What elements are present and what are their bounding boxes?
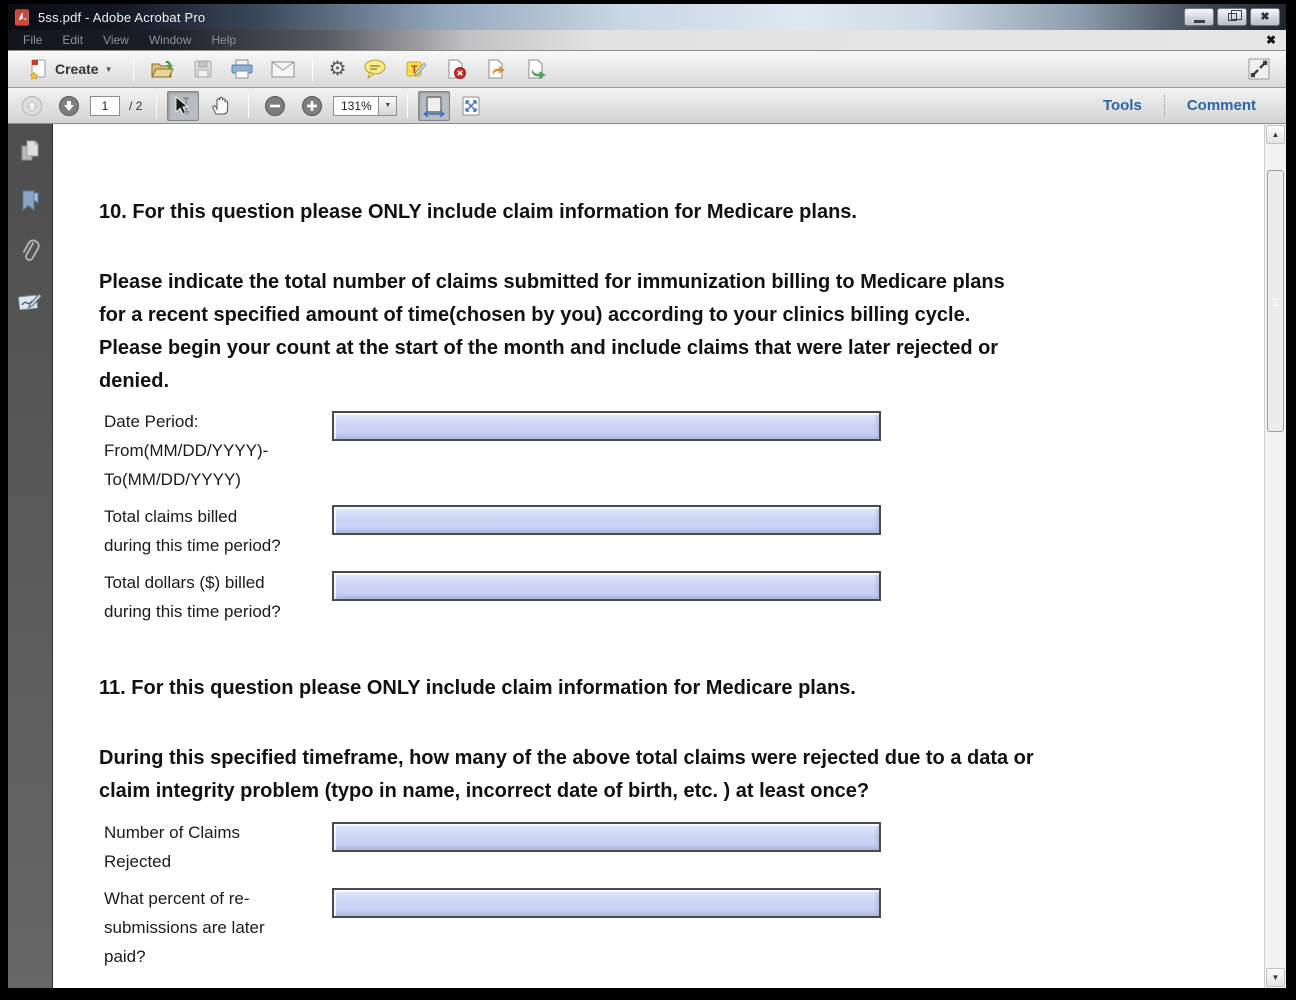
resize-arrows-icon [1247,57,1271,81]
page-count-label: / 2 [129,98,143,113]
create-pdf-icon [27,58,49,80]
fit-page-icon [460,95,482,117]
page-thumbnails-icon [18,138,42,164]
zoom-in-icon [301,95,323,117]
paperclip-icon [18,238,42,264]
claims-rejected-input[interactable] [332,822,881,852]
question-10-body: Please indicate the total number of claims submitted for immunization billing to Medicare plans for a recent specified amount of time(chosen by you) according to your clinics billing cycle. Please begin your count at the start of the month and include claims that were later rejected or denied. [99,271,1005,392]
toolbar-separator [312,57,313,81]
page-number-input[interactable] [90,96,120,116]
acrobat-pdf-icon [14,9,31,26]
create-label: Create [55,61,99,77]
scrollbar-thumb[interactable] [1267,170,1284,432]
menu-view[interactable]: View [103,33,129,47]
signatures-button[interactable] [15,286,45,316]
vertical-scrollbar[interactable] [1264,124,1286,988]
delete-pages-button[interactable] [439,54,473,84]
comment-bubble-icon [362,58,388,80]
chevron-down-icon: ▼ [384,102,392,109]
nav-toolbar [8,88,1286,124]
acrobat-window [8,4,1286,988]
export-button[interactable] [519,54,553,84]
total-dollars-label: Total dollars ($) billed during this time period? [104,573,281,621]
settings-button[interactable] [324,55,352,83]
tab-comment[interactable]: Comment [1186,97,1256,114]
zoom-level-control [333,96,397,116]
total-dollars-input[interactable] [332,571,881,601]
total-claims-input[interactable] [332,505,881,535]
menu-edit[interactable]: Edit [62,33,84,47]
email-button[interactable] [265,55,301,83]
open-button[interactable] [145,54,181,84]
resubmissions-paid-label: What percent of re- submissions are later paid? [104,889,265,966]
close-icon: ✖ [1260,10,1270,23]
zoom-in-button[interactable] [296,91,328,121]
action-wizard-button[interactable] [479,54,513,84]
select-tool-button[interactable] [167,91,199,121]
menu-bar [8,30,1286,51]
toolbar-separator [133,57,134,81]
sticky-note-button[interactable] [357,54,393,84]
highlight-text-button[interactable] [399,54,433,84]
title-bar [8,4,1286,30]
zoom-level-value[interactable]: 131% [333,96,379,116]
highlight-text-icon [404,58,428,80]
next-page-button[interactable] [53,91,85,121]
scrolling-mode-button[interactable] [418,91,450,121]
question-11-heading: 11. For this question please ONLY include claim information for Medicare plans. [99,677,856,699]
zoom-out-icon [264,95,286,117]
menu-file[interactable]: File [23,33,43,47]
main-toolbar [8,51,1286,88]
previous-page-icon [21,95,43,117]
minimize-button[interactable] [1184,8,1214,26]
page-green-arrow-icon [524,58,548,80]
toolbar-separator [407,94,408,118]
svg-text:T: T [411,64,419,76]
page-orange-arrow-icon [484,58,508,80]
scrollbar-grip [1273,297,1278,308]
zoom-dropdown-button[interactable] [379,96,397,116]
navigation-rail [8,124,52,988]
resubmissions-paid-input[interactable] [332,888,881,918]
gear-icon: ⚙ [328,58,347,80]
save-floppy-icon [192,58,214,80]
restore-icon [1228,13,1237,21]
delete-page-icon [444,58,468,80]
menu-help[interactable]: Help [211,33,237,47]
date-period-input[interactable] [332,411,881,441]
minimize-icon [1194,20,1205,23]
print-icon [230,58,254,80]
window-title: 5ss.pdf - Adobe Acrobat Pro [38,9,206,25]
claims-rejected-label: Number of Claims Rejected [104,823,241,871]
total-claims-label: Total claims billed during this time period? [104,507,281,555]
next-page-icon [58,95,80,117]
scroll-down-button[interactable] [1266,968,1285,987]
create-caret-icon: ▼ [104,64,113,74]
question-10-heading: 10. For this question please ONLY include claim information for Medicare plans. [99,201,857,223]
bookmarks-button[interactable] [15,186,45,216]
fit-page-button[interactable] [455,91,487,121]
panel-tabs [1081,88,1278,123]
page-thumbnails-button[interactable] [15,136,45,166]
fit-width-icon [423,95,445,117]
attachments-button[interactable] [15,236,45,266]
hand-tool-icon [209,94,233,118]
pdf-page [52,124,1264,988]
tab-tools[interactable]: Tools [1102,97,1142,114]
create-button[interactable] [18,54,122,84]
hand-tool-button[interactable] [204,90,238,122]
open-folder-icon [150,58,176,80]
toolbar-separator [248,94,249,118]
zoom-out-button[interactable] [259,91,291,121]
scroll-up-button[interactable] [1266,125,1285,144]
previous-page-button[interactable] [16,91,48,121]
menubar-close-icon[interactable]: ✖ [1265,33,1276,47]
question-11-body: During this specified timeframe, how many of the above total claims were rejected due to a data or claim integrity problem (typo in name, incorrect date of birth, etc. ) at least once? [99,747,1034,802]
menu-window[interactable]: Window [148,33,192,47]
date-period-label: Date Period: From(MM/DD/YYYY)- To(MM/DD/YYYY) [104,412,269,489]
save-button[interactable] [187,54,219,84]
email-envelope-icon [270,59,296,79]
document-area [8,124,1286,988]
print-button[interactable] [225,54,259,84]
signature-icon [17,290,43,312]
scroll-down-icon: ▼ [1271,973,1280,982]
collapse-toolbar-button[interactable] [1242,53,1276,85]
close-button[interactable] [1250,8,1280,26]
bookmarks-icon [19,189,41,213]
scroll-up-icon: ▲ [1271,130,1280,139]
restore-button[interactable] [1217,8,1247,26]
select-cursor-icon [172,95,194,117]
toolbar-separator [156,94,157,118]
